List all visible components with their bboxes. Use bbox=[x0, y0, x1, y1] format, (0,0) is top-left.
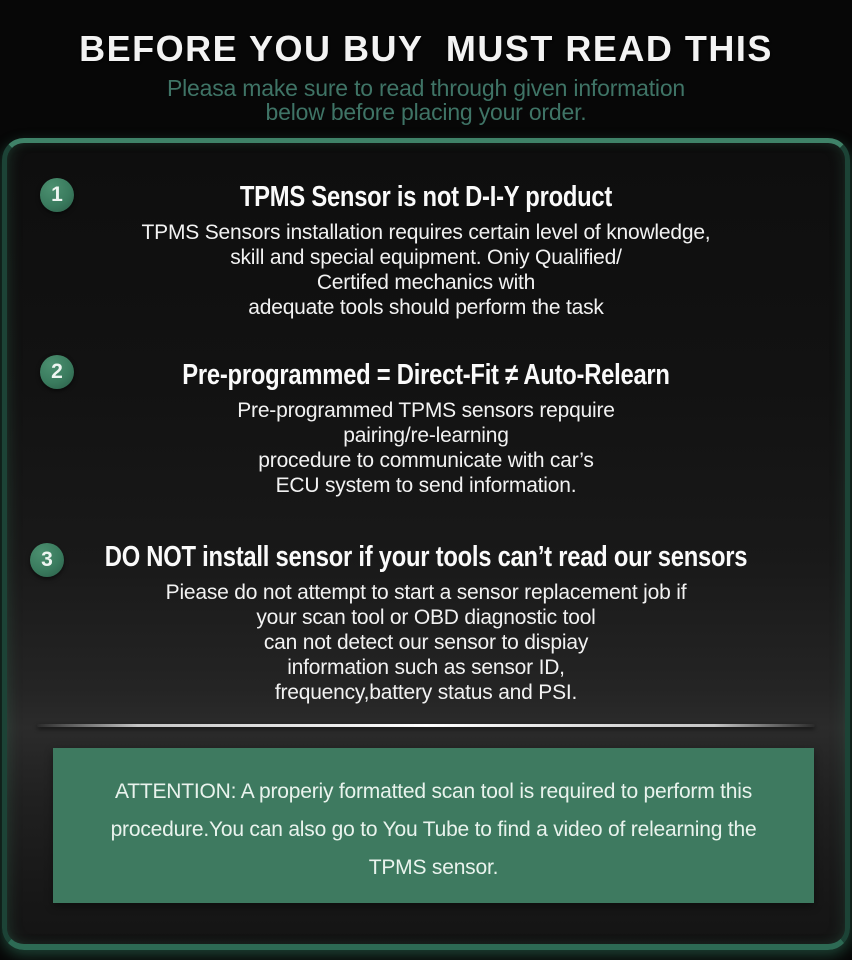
section-3-body-line: your scan tool or OBD diagnostic tool bbox=[256, 606, 596, 629]
section-1-body-line: Certifed mechanics with bbox=[316, 271, 536, 294]
page-subtitle-line1: Pleasa make sure to read through given information bbox=[166, 75, 686, 101]
section-3 bbox=[7, 541, 845, 705]
section-3-number-badge: 3 bbox=[30, 543, 64, 577]
section-3-body-line: Piease do not attempt to start a sensor replacement job if bbox=[165, 581, 687, 604]
attention-box bbox=[53, 748, 814, 903]
section-2-body-line: procedure to communicate with car’s bbox=[258, 449, 594, 472]
section-2-body-line: ECU system to send information. bbox=[275, 474, 577, 497]
divider-line bbox=[37, 724, 815, 727]
section-2-body-line: Pre-programmed TPMS sensors repquire bbox=[237, 399, 615, 422]
page-subtitle-line2: below before placing your order. bbox=[265, 98, 587, 125]
section-1-body-line: TPMS Sensors installation requires certain level of knowledge, bbox=[141, 221, 711, 244]
section-1-heading: TPMS Sensor is not D-I-Y product bbox=[239, 181, 613, 213]
attention-line: ATTENTION: A properiy formatted scan tool is required to perform this bbox=[114, 780, 753, 803]
section-1-number-badge: 1 bbox=[40, 178, 74, 212]
section-3-body bbox=[7, 580, 845, 705]
section-2-body-line: pairing/re-learning bbox=[343, 424, 509, 447]
section-1 bbox=[7, 181, 845, 320]
header bbox=[0, 0, 852, 124]
section-3-body-line: frequency,battery status and PSI. bbox=[274, 681, 578, 704]
page-subtitle bbox=[0, 77, 852, 124]
info-panel-content bbox=[7, 143, 845, 944]
section-2 bbox=[7, 359, 845, 498]
attention-line: procedure.You can also go to You Tube to find a video of relearning the bbox=[110, 818, 757, 841]
section-2-number-badge: 2 bbox=[40, 355, 74, 389]
section-3-body-line: can not detect our sensor to dispiay bbox=[263, 631, 589, 654]
section-1-body bbox=[7, 220, 845, 320]
section-1-body-line: skill and special equipment. Oniy Qualified/ bbox=[230, 246, 622, 269]
section-3-body-line: information such as sensor ID, bbox=[287, 656, 565, 679]
attention-line: TPMS sensor. bbox=[368, 856, 499, 879]
info-panel bbox=[2, 138, 850, 950]
page-title: BEFORE YOU BUY MUST READ THIS bbox=[79, 28, 773, 69]
section-1-body-line: adequate tools should perform the task bbox=[248, 296, 604, 319]
section-3-heading: DO NOT install sensor if your tools can’t read our sensors bbox=[104, 541, 748, 573]
section-2-heading: Pre-programmed = Direct-Fit ≠ Auto-Relearn bbox=[182, 359, 670, 391]
section-2-body bbox=[7, 398, 845, 498]
